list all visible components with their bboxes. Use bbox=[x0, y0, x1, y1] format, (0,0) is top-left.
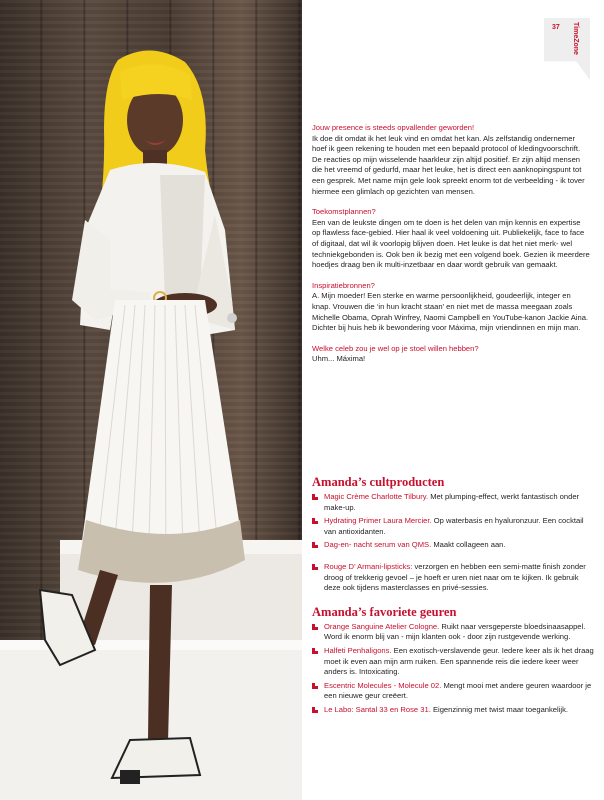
scent-name: Halfeti Penhaligons. bbox=[324, 645, 392, 655]
magazine-name: TimeZone bbox=[572, 22, 579, 55]
scent-description: Mengt mooi met andere geuren waardoor je een nieuwe geur creëert. bbox=[324, 680, 592, 701]
page-tab-shape bbox=[544, 18, 590, 80]
corner-bullet-icon bbox=[312, 624, 318, 630]
list-item bbox=[312, 492, 594, 513]
corner-bullet-icon bbox=[312, 564, 318, 570]
corner-bullet-icon bbox=[312, 683, 318, 689]
corner-bullet-icon bbox=[312, 707, 318, 713]
list-item bbox=[312, 562, 594, 594]
interview-answer: Ik doe dit omdat ik het leuk vind en omdat het kan. Als zelfstandig ondernemer hoef ik geen rekening te houden met een bepaald protocol of kledingvoorschrift. De reacties op mijn wisselende haarkleur zijn altijd positief. Er zijn altijd mensen die het vreemd of gedurfd, maar het leuke, het is direct een aanknopingspunt tot een gesprek. Met name mijn gele look spreekt enorm tot de verbeelding - ik tover hiermee een glimlach op gezichten van mensen. bbox=[312, 133, 585, 196]
scent-description: Een exotisch-verslavende geur. Iedere keer als ik het draag moet ik even aan mijn arm ruiken. Een spannende reis die iedere keer weer anders is. Intoxicating. bbox=[324, 645, 594, 677]
list-item bbox=[312, 646, 594, 678]
product-description: Maakt collageen aan. bbox=[431, 540, 506, 550]
interview-question: Welke celeb zou je wel op je stoel willen hebben? bbox=[312, 343, 479, 353]
scent-name: Escentric Molecules - Molecule 02. bbox=[324, 680, 442, 690]
scent-name: Orange Sanguine Atelier Cologne. bbox=[324, 621, 440, 631]
list-item bbox=[312, 540, 594, 551]
interview-question: Jouw presence is steeds opvallender geworden! bbox=[312, 123, 475, 132]
product-name: Rouge D’ Armani-lipsticks: bbox=[324, 561, 413, 571]
list-item bbox=[312, 681, 594, 702]
qa-block bbox=[312, 207, 590, 271]
interview-column bbox=[312, 123, 590, 375]
list-item bbox=[312, 705, 594, 716]
corner-bullet-icon bbox=[312, 494, 318, 500]
page-tab bbox=[544, 18, 590, 80]
page-number: 37 bbox=[552, 24, 560, 31]
list-item bbox=[312, 622, 594, 643]
qa-block bbox=[312, 123, 590, 197]
corner-bullet-icon bbox=[312, 518, 318, 524]
scent-description: Ruikt naar versgeperste bloedsinaasappel. Word ik enorm blij van - mijn klanten ook - door zijn rustgevende werking. bbox=[324, 621, 586, 642]
interview-question: Inspiratiebronnen? bbox=[312, 280, 375, 290]
corner-bullet-icon bbox=[312, 542, 318, 548]
qa-block bbox=[312, 344, 590, 365]
watch bbox=[227, 313, 237, 323]
product-name: Dag-en- nacht serum van QMS. bbox=[324, 540, 432, 550]
favorite-scents-heading: Amanda’s favoriete geuren bbox=[312, 604, 457, 619]
spacer bbox=[312, 554, 594, 562]
interview-answer: Uhm... Máxima! bbox=[312, 354, 366, 364]
product-name: Hydrating Primer Laura Mercier. bbox=[324, 516, 432, 526]
product-name: Magic Crème Charlotte Tilbury. bbox=[324, 492, 429, 501]
interview-answer: A. Mijn moeder! Een sterke en warme persoonlijkheid, goudeerlijk, integer en knap. Vrouwen die ‘in hun kracht staan’ en niet met de massa meegaan zoals Michelle Obama, Oprah Winfrey, Naomi Campbell en YouTube-kanon Jackie Aina. Dichter bij huis heb ik bewondering voor Máxima, mijn vriendinnen en mijn man. bbox=[312, 291, 589, 333]
scent-name: Le Labo: Santal 33 en Rose 31. bbox=[324, 704, 431, 714]
shoe-heel bbox=[120, 770, 140, 784]
cult-products-heading: Amanda’s cultproducten bbox=[312, 475, 445, 489]
list-item bbox=[312, 516, 594, 537]
product-description: Met plumping-effect, werkt fantastisch onder make-up. bbox=[324, 492, 580, 512]
spacer bbox=[312, 597, 594, 605]
interview-answer: Een van de leukste dingen om te doen is het delen van mijn kennis en expertise op flawless face-gebied. Hier haal ik veel voldoening uit. Publiekelijk, face to face of digitaal, dat wil ik voorlopig blijven doen. Het leuke is dat het niet merk- wel techniekgebonden is. Ook ben ik bezig met een volgend boek. Gezien ik meerdere hoedjes draag ben ik multi-inzetbaar en daar wordt gebruik van gemaakt. bbox=[312, 217, 590, 270]
shirt-shadow bbox=[160, 175, 205, 300]
right-leg bbox=[148, 585, 172, 742]
qa-block bbox=[312, 281, 590, 334]
scent-description: Eigenzinnig met twist maar toegankelijk. bbox=[430, 704, 569, 714]
interview-question: Toekomstplannen? bbox=[312, 207, 376, 217]
product-description: verzorgen en hebben een semi-matte finish zonder droog of trekkerig gevoel – je hoeft er uren niet naar om te kijken. Ik gebruik deze ook tijdens masterclasses en privé-sessies. bbox=[324, 561, 586, 593]
corner-bullet-icon bbox=[312, 648, 318, 654]
product-description: Op waterbasis en hyaluronzuur. Een cocktail van antioxidanten. bbox=[324, 516, 584, 536]
products-column bbox=[312, 475, 594, 719]
